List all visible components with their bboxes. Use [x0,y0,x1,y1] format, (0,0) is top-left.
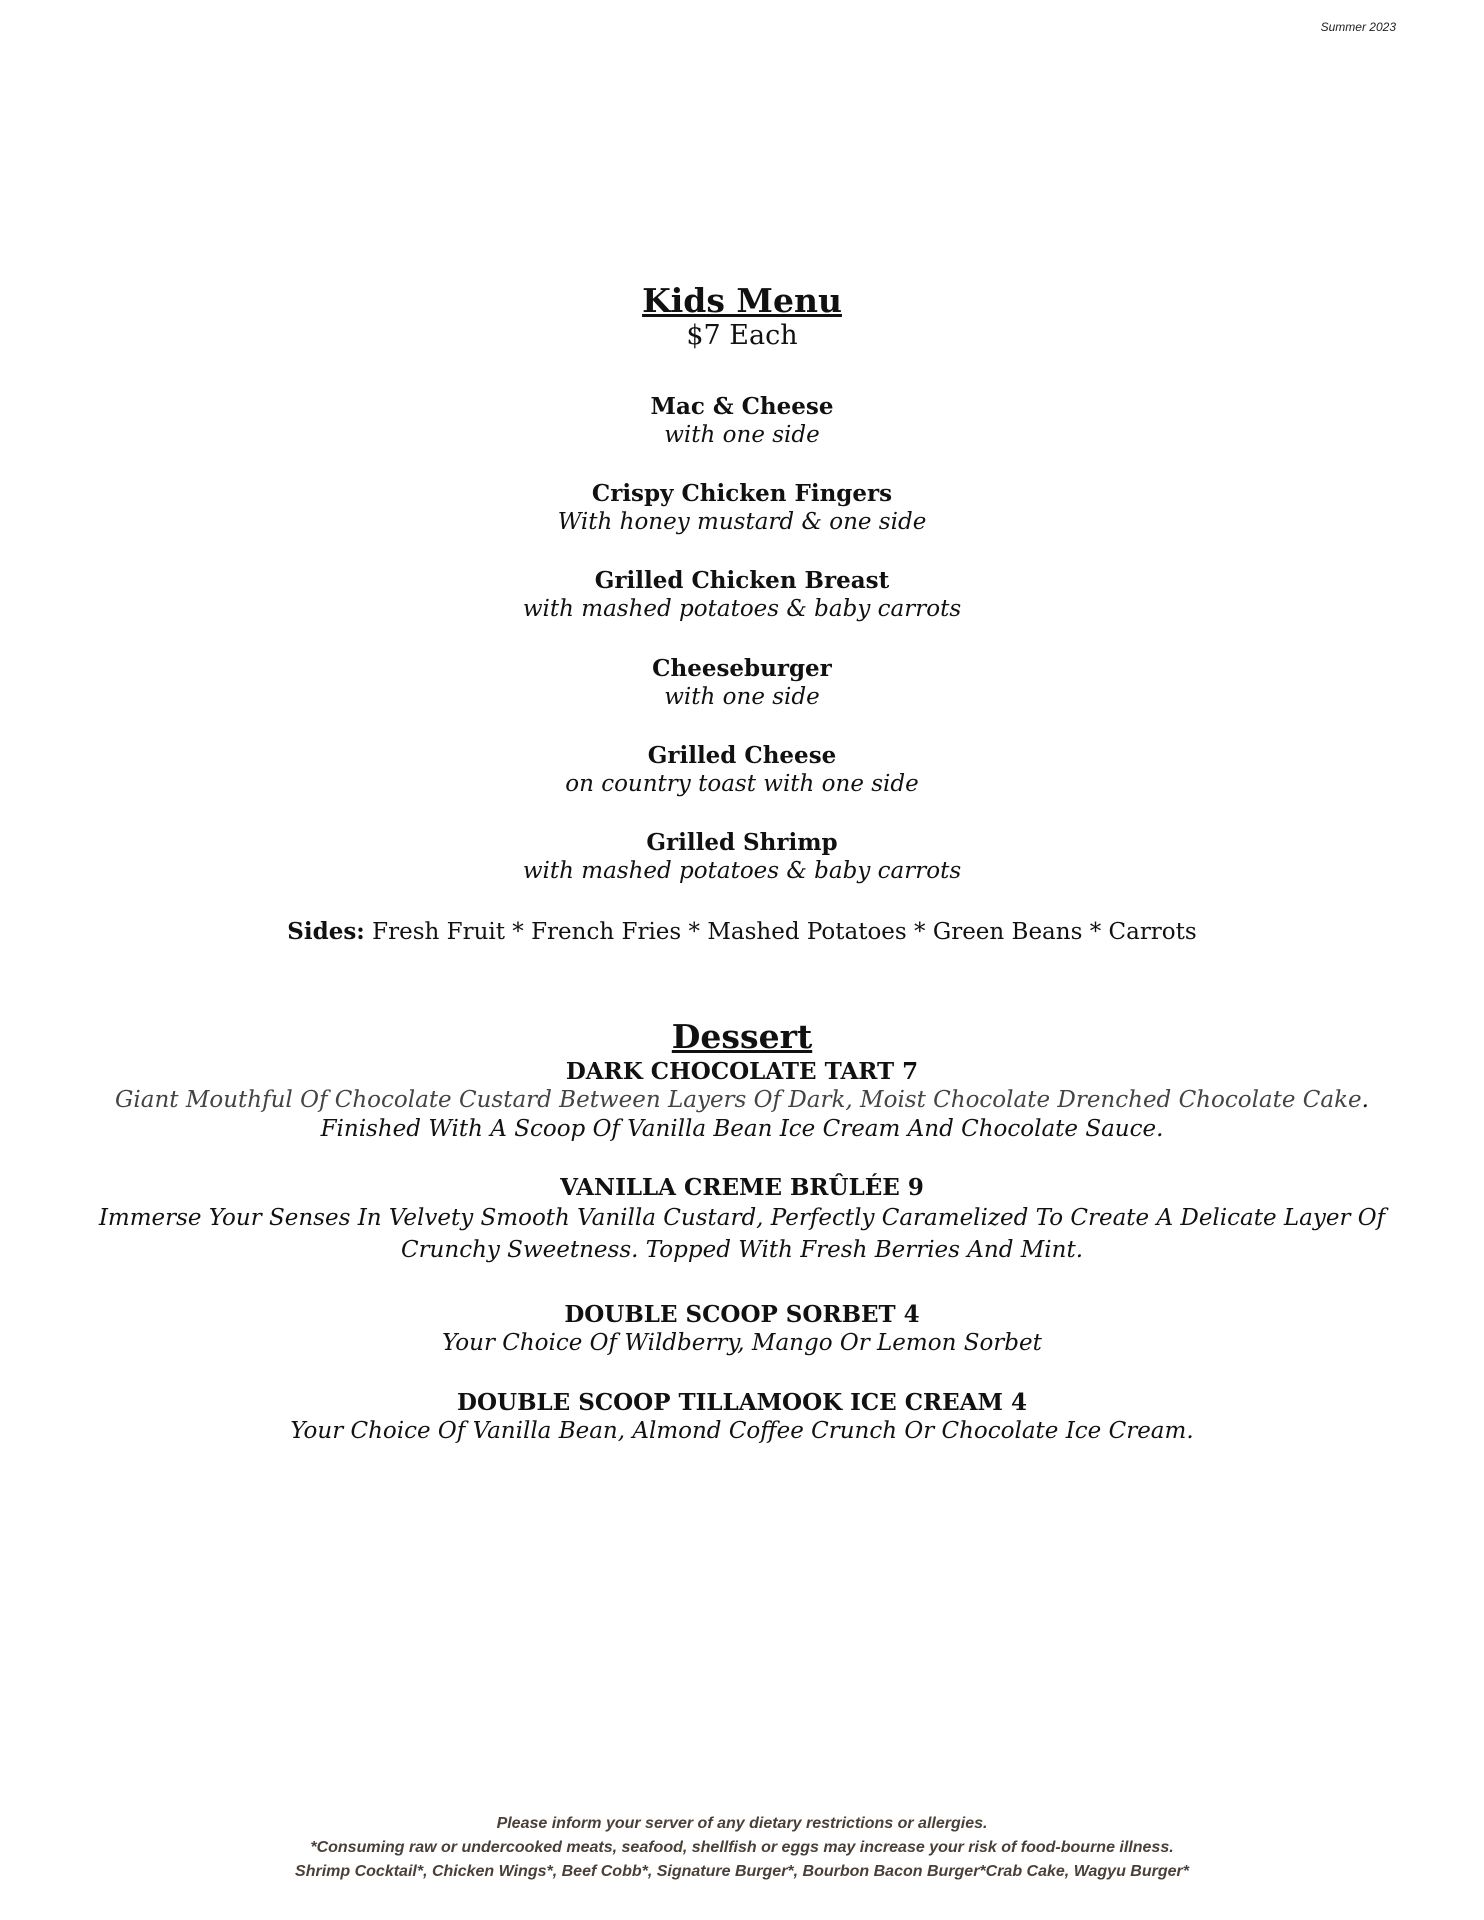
menu-item [0,741,1484,799]
menu-item-desc: With honey mustard & one side [557,509,927,535]
menu-item-desc: on country toast with one side [565,771,919,797]
sides-line [0,917,1484,947]
menu-item-desc: with one side [664,684,820,710]
dessert-item-desc: Immerse Your Senses In Velvety Smooth Vanilla Custard, Perfectly Caramelized To Create A Delicate Layer Of Crunchy Sweetness. Topped With Fresh Berries And Mint. [98,1205,1386,1263]
dessert-item-desc-part: . Finished With A Scoop Of Vanilla Bean Ice Cream And Chocolate Sauce. [320,1087,1369,1142]
consumption-warning: *Consuming raw or undercooked meats, seafood, shellfish or eggs may increase your risk of food-bourne illness. [310,1839,1174,1856]
dessert-item-desc: Your Choice Of Vanilla Bean, Almond Coffee Crunch Or Chocolate Ice Cream. [290,1418,1194,1444]
kids-menu-price: $7 Each [686,320,798,351]
menu-item [0,479,1484,537]
sides-label: Sides: [287,918,365,945]
menu-item [0,654,1484,712]
dessert-item-name: DARK CHOCOLATE TART 7 [565,1058,919,1085]
dessert-title: Dessert [671,1017,813,1056]
dessert-item-name: VANILLA CREME BRÛLÉE 9 [560,1174,924,1201]
menu-item-name: Cheeseburger [652,655,832,682]
menu-item [0,828,1484,886]
footer-notice [0,1812,1484,1884]
allergy-notice: Please inform your server of any dietary restrictions or allergies. [496,1815,988,1832]
menu-item-name: Grilled Cheese [647,742,837,769]
dessert-item-desc: Your Choice Of Wildberry, Mango Or Lemon Sorbet [442,1330,1042,1356]
dessert-item [0,1388,1484,1446]
dessert-item [0,1300,1484,1358]
menu-item [0,392,1484,450]
kids-menu-title: Kids Menu [642,281,842,320]
menu-item-desc: with one side [664,422,820,448]
raw-items-list: Shrimp Cocktail*, Chicken Wings*, Beef Cobb*, Signature Burger*, Bourbon Bacon Burger*Crab Cake, Wagyu Burger* [295,1863,1189,1880]
dessert-item-desc [0,1086,1484,1144]
dessert-header [0,1018,1484,1056]
sides-list: Fresh Fruit * French Fries * Mashed Potatoes * Green Beans * Carrots [372,919,1197,945]
menu-item-name: Grilled Shrimp [646,829,838,856]
menu-item-desc: with mashed potatoes & baby carrots [522,596,962,622]
menu-item-name: Mac & Cheese [650,393,834,420]
menu-item-name: Grilled Chicken Breast [594,567,890,594]
dessert-item-desc-part: Giant Mouthful Of Chocolate Custard Between Layers Of Dark, Moist Chocolate Drenched Chocolate Cake [115,1087,1362,1113]
dessert-item [0,1173,1484,1266]
kids-menu-header [0,282,1484,352]
menu-item [0,566,1484,624]
dessert-item-name: DOUBLE SCOOP TILLAMOOK ICE CREAM 4 [457,1389,1027,1416]
dessert-item-name: DOUBLE SCOOP SORBET 4 [564,1301,920,1328]
season-label: Summer 2023 [1320,20,1396,34]
dessert-item [0,1057,1484,1144]
menu-item-desc: with mashed potatoes & baby carrots [522,858,962,884]
menu-item-name: Crispy Chicken Fingers [591,480,893,507]
